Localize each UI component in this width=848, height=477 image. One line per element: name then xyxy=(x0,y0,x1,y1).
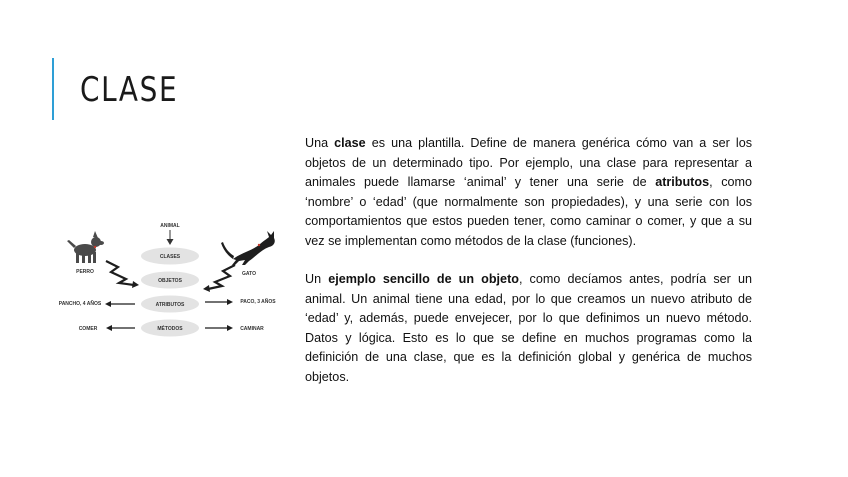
arrow-method-right-head xyxy=(227,325,233,331)
p1-bold-atributos: atributos xyxy=(655,175,710,189)
paragraph-objeto-example xyxy=(305,270,752,387)
diagram-attr-right: PACO, 3 AÑOS xyxy=(240,299,276,305)
diagram-label-perro: PERRO xyxy=(76,269,94,275)
class-diagram xyxy=(55,215,285,350)
arrow-attr-right-head xyxy=(227,299,233,305)
diagram-method-left: COMER xyxy=(78,326,98,332)
p1-text-a: Una xyxy=(305,136,335,150)
p2-bold-ejemplo: ejemplo sencillo de un objeto xyxy=(328,272,519,286)
dog-icon xyxy=(67,231,104,263)
diagram-label-gato: GATO xyxy=(242,271,256,277)
diagram-attr-left: PANCHO, 4 AÑOS xyxy=(58,301,102,307)
slide-body xyxy=(305,134,752,387)
zigzag-arrow-right-icon xyxy=(203,265,235,292)
p1-text-c: , como ‘nombre’ o ‘edad’ (que normalmente son propiedades), y una serie con los comportamientos que estos pueden tener, como caminar o comer, y que a su vez se implementan como métodos de la clase (funciones). xyxy=(305,175,752,248)
p1-text-b: es una plantilla. Define de manera genérica cómo van a ser los objetos de un determinado tipo. Por ejemplo, una clase para representar a animales puede llamarse ‘animal’ y tener una serie de xyxy=(305,136,752,189)
slide-title: CLASE xyxy=(80,70,179,110)
class-diagram-svg xyxy=(55,215,285,350)
p2-text-a: Un xyxy=(305,272,329,286)
diagram-label-animal: ANIMAL xyxy=(160,223,180,229)
diagram-method-right: CAMINAR xyxy=(240,326,264,332)
diagram-item-objetos: OBJETOS xyxy=(158,278,182,284)
p1-bold-clase: clase xyxy=(334,136,366,150)
zigzag-arrow-left-icon xyxy=(106,261,139,288)
p2-text-b: , como decíamos antes, podría ser un animal. Un animal tiene una edad, por lo que creamos un nuevo atributo de ‘edad’ y, además, puede envejecer, por lo que definimos un nuevo método. Datos y lógica. Esto es lo que se define en muchos programas como la definición de una clase, que es la definición global y genérica de muchos objetos. xyxy=(305,272,752,384)
diagram-item-atributos: ATRIBUTOS xyxy=(155,302,185,308)
diagram-item-clases: CLASES xyxy=(159,254,181,260)
title-accent-bar xyxy=(52,58,54,120)
arrow-method-left-head xyxy=(106,325,112,331)
diagram-item-metodos: MÉTODOS xyxy=(157,326,183,332)
paragraph-clase-definition xyxy=(305,134,752,251)
arrow-attr-left-head xyxy=(105,301,111,307)
arrow-down-head xyxy=(167,239,174,245)
cat-icon xyxy=(221,231,275,265)
